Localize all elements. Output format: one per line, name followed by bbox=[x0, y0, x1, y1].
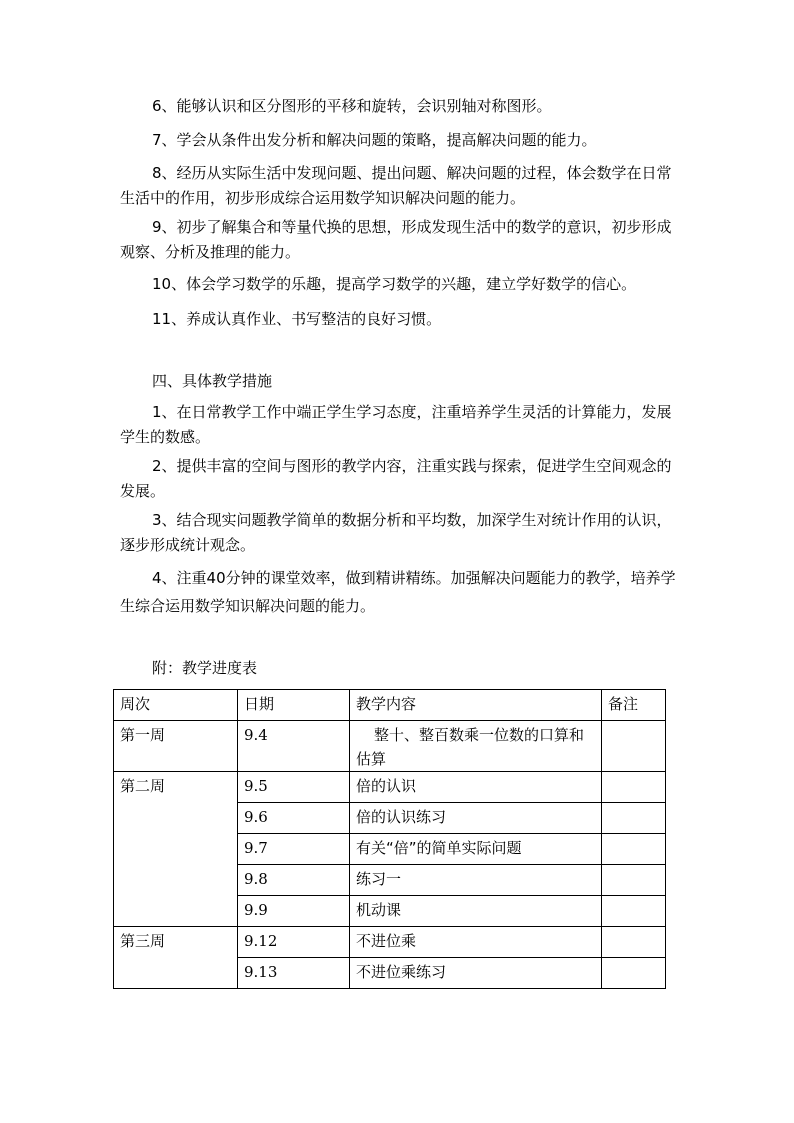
header-date: 日期 bbox=[238, 690, 350, 721]
week-cell: 第一周 bbox=[114, 721, 238, 772]
appendix-title: 附：教学进度表 bbox=[152, 659, 258, 677]
content-cell: 不进位乘练习 bbox=[350, 958, 602, 989]
objective-6: 6、能够认识和区分图形的平移和旋转，会识别轴对称图形。 bbox=[152, 97, 552, 115]
week-cell: 第三周 bbox=[114, 927, 238, 989]
objective-9: 9、初步了解集合和等量代换的思想，形成发现生活中的数学的意识，初步形成观察、分析及推理的能力。 bbox=[120, 218, 672, 261]
objective-10: 10、体会学习数学的乐趣，提高学习数学的兴趣，建立学好数学的信心。 bbox=[152, 275, 637, 293]
content-cell: 有关“倍”的简单实际问题 bbox=[350, 834, 602, 865]
content-cell: 倍的认识练习 bbox=[350, 803, 602, 834]
measure-1: 1、在日常教学工作中端正学生学习态度，注重培养学生灵活的计算能力，发展学生的数感。 bbox=[120, 403, 672, 446]
note-cell bbox=[602, 927, 666, 958]
content-cell: 机动课 bbox=[350, 896, 602, 927]
content-cell: 倍的认识 bbox=[350, 772, 602, 803]
note-cell bbox=[602, 772, 666, 803]
note-cell bbox=[602, 865, 666, 896]
note-cell bbox=[602, 958, 666, 989]
date-cell: 9.13 bbox=[238, 958, 350, 989]
content-cell: 练习一 bbox=[350, 865, 602, 896]
note-cell bbox=[602, 834, 666, 865]
week-cell: 第二周 bbox=[114, 772, 238, 927]
header-note: 备注 bbox=[602, 690, 666, 721]
date-cell: 9.9 bbox=[238, 896, 350, 927]
objective-11: 11、养成认真作业、书写整洁的良好习惯。 bbox=[152, 310, 442, 328]
table-row bbox=[114, 772, 666, 803]
date-cell: 9.5 bbox=[238, 772, 350, 803]
note-cell bbox=[602, 896, 666, 927]
table-row bbox=[114, 721, 666, 772]
measure-2: 2、提供丰富的空间与图形的教学内容，注重实践与探索，促进学生空间观念的发展。 bbox=[120, 457, 672, 500]
table-header-row bbox=[114, 690, 666, 721]
date-cell: 9.8 bbox=[238, 865, 350, 896]
measure-4: 4、注重40分钟的课堂效率，做到精讲精练。加强解决问题能力的教学，培养学生综合运用数学知识解决问题的能力。 bbox=[120, 569, 676, 615]
objective-8: 8、经历从实际生活中发现问题、提出问题、解决问题的过程，体会数学在日常生活中的作用，初步形成综合运用数学知识解决问题的能力。 bbox=[120, 164, 672, 207]
section-heading-measures: 四、具体教学措施 bbox=[152, 372, 273, 390]
note-cell bbox=[602, 803, 666, 834]
date-cell: 9.4 bbox=[238, 721, 350, 772]
date-cell: 9.12 bbox=[238, 927, 350, 958]
date-cell: 9.7 bbox=[238, 834, 350, 865]
header-week: 周次 bbox=[114, 690, 238, 721]
objective-7: 7、学会从条件出发分析和解决问题的策略，提高解决问题的能力。 bbox=[152, 131, 597, 149]
content-cell: 整十、整百数乘一位数的口算和估算 bbox=[350, 721, 602, 772]
table-row bbox=[114, 927, 666, 958]
content-cell: 不进位乘 bbox=[350, 927, 602, 958]
date-cell: 9.6 bbox=[238, 803, 350, 834]
schedule-table bbox=[113, 689, 666, 989]
note-cell bbox=[602, 721, 666, 772]
header-content: 教学内容 bbox=[350, 690, 602, 721]
measure-3: 3、结合现实问题教学简单的数据分析和平均数，加深学生对统计作用的认识，逐步形成统计观念。 bbox=[120, 511, 672, 554]
